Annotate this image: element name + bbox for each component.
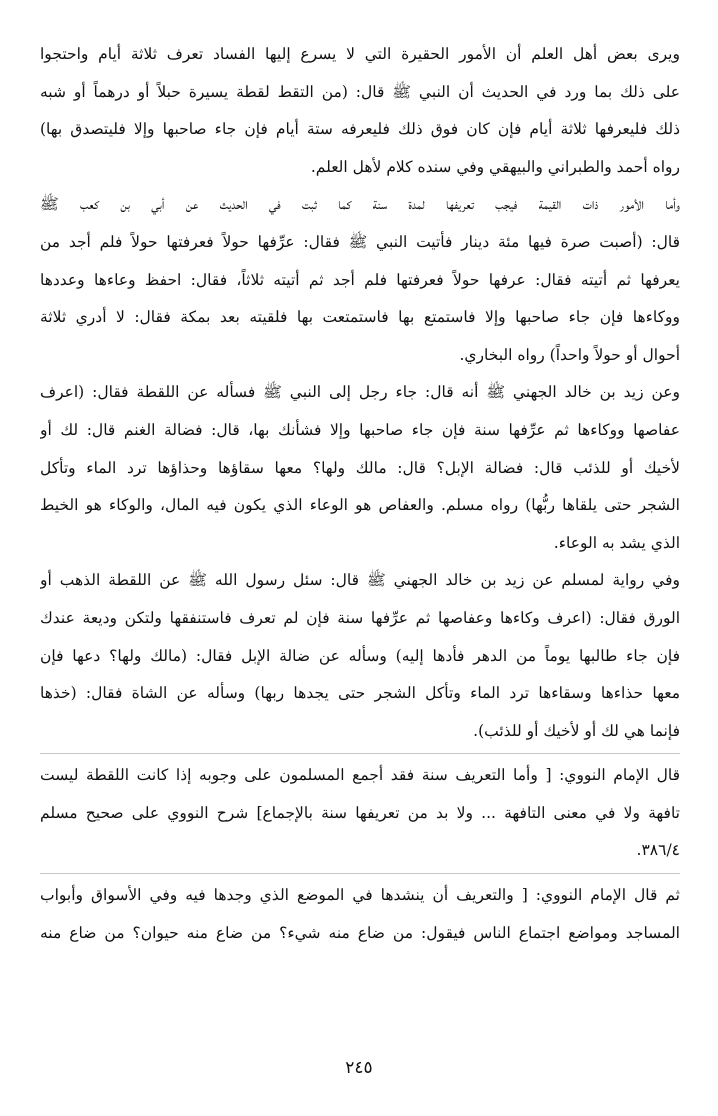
text-line: ثم قال الإمام النووي: [ والتعريف أن ينشدها في الموضع الذي وجدها فيه وفي الأسواق وأبواب — [40, 886, 680, 905]
text-line: فإنما هي لك أو لأخيك أو للذئب). — [473, 721, 680, 740]
text-line: الورق فقال: (اعرف وكاءها وعفاصها ثم عرِّفها سنة فإن لم تعرف فاستنفقها ولتكن وديعة عندك — [40, 608, 680, 627]
text-line: يعرفها ثم أتيته فقال: عرفها حولاً فعرفتها فلم أجد ثم أتيته ثلاثاً، فقال: احفظ وعاءها وعددها — [40, 270, 680, 289]
text-line: ذلك فليعرفها ثلاثة أيام فإن كان فوق ذلك فليعرفه ستة أيام فإن جاء صاحبها وإلا فليتصدق بها) — [40, 120, 680, 139]
document-page — [40, 36, 680, 952]
text-line: على ذلك بما ورد في الحديث أن النبي ﷺ قال: (من التقط لقطة يسيرة حبلاً أو درهماً أو شبه — [40, 82, 680, 101]
text-line: ٣٨٦/٤. — [636, 841, 680, 860]
text-line: معها حذاءها وسقاءها ترد الماء وتأكل الشجر حتى يجدها ربها) وسأله عن الشاة فقال: (خذها — [40, 684, 680, 703]
text-line: ويرى بعض أهل العلم أن الأمور الحقيرة التي لا يسرع إليها الفساد تعرف ثلاثة أيام واحتجوا — [40, 45, 680, 63]
text-line: قال الإمام النووي: [ وأما التعريف سنة فقد أجمع المسلمون على وجوبه إذا كانت اللقطة ليست — [40, 766, 680, 785]
text-line: وعن زيد بن خالد الجهني ﷺ أنه قال: جاء رجل إلى النبي ﷺ فسأله عن اللقطة فقال: (اعرف — [40, 383, 680, 402]
divider — [40, 753, 680, 754]
text-line: رواه أحمد والطبراني والبيهقي وفي سنده كلام لأهل العلم. — [310, 157, 680, 176]
text-line: ووكاءها فإن جاء صاحبها وإلا فاستمتع بها فاستمتعت بها فلقيته بعد بمكة فقال: لا أدري ثلاثة — [40, 308, 680, 327]
paragraph-3 — [40, 374, 680, 562]
text-line: المساجد ومواضع اجتماع الناس فيقول: من ضاع منه شيء؟ من ضاع منه حيوان؟ من ضاع منه — [40, 923, 680, 942]
text-line: الذي يشد به الوعاء. — [553, 533, 680, 552]
text-line: وأما الأمور ذات القيمة فيجب تعريفها لمدة سنة كما ثبت في الحديث عن أبي بن كعب ﷺ — [40, 195, 680, 214]
text-line: عفاصها ووكاءها ثم عرِّفها سنة فإن جاء صاحبها وإلا فشأنك بها، قال: فضالة الغنم قال: لك أو — [40, 420, 680, 439]
paragraph-4 — [40, 562, 680, 750]
text-line: لأخيك أو للذئب قال: فضالة الإبل؟ قال: مالك ولها؟ معها سقاؤها وحذاؤها ترد الماء وتأكل — [40, 458, 680, 477]
divider — [40, 873, 680, 874]
text-line: قال: (أصبت صرة فيها مئة دينار فأتيت النبي ﷺ فقال: عرِّفها حولاً فعرفتها حولاً فلم أجد من — [40, 232, 680, 251]
paragraph-2 — [40, 186, 680, 374]
text-line: تافهة ولا في معنى التافهة ... ولا بد من تعريفها سنة بالإجماع] شرح النووي على صحيح مسلم — [40, 803, 680, 822]
text-line: فإن جاء طالبها يوماً من الدهر فأدها إليه) وسأله عن ضالة الإبل فقال: (مالك ولها؟ دعها فإن — [40, 646, 680, 665]
text-line: أحوال أو حولاً واحداً) رواه البخاري. — [459, 345, 680, 364]
text-line: الشجر حتى يلقاها ربُّها) رواه مسلم. والعفاص هو الوعاء الذي يكون فيه المال، والوكاء هو الخيط — [40, 496, 680, 515]
paragraph-5 — [40, 757, 680, 870]
text-line: وفي رواية لمسلم عن زيد بن خالد الجهني ﷺ قال: سئل رسول الله ﷺ عن اللقطة الذهب أو — [40, 571, 680, 590]
paragraph-6 — [40, 877, 680, 952]
page-number: ٢٤٥ — [345, 1058, 373, 1078]
paragraph-1 — [40, 36, 680, 186]
